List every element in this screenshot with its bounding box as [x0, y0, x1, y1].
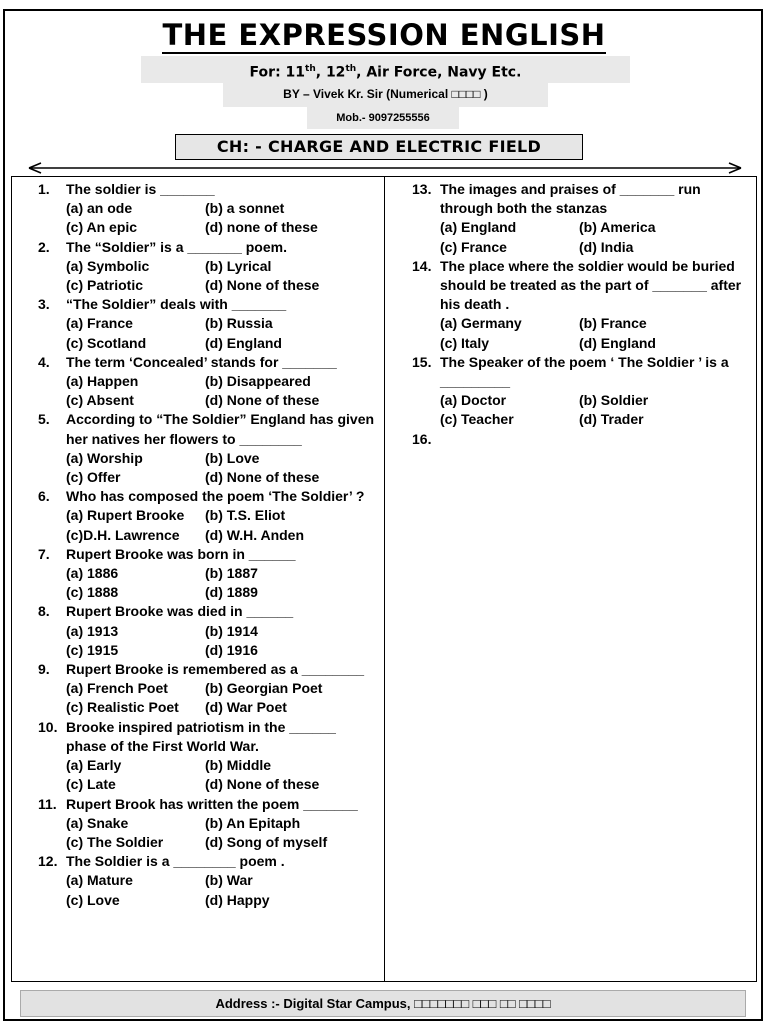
answer-option: (c) An epic — [66, 219, 138, 236]
question-item — [38, 295, 378, 353]
answer-option: (a) England — [440, 219, 517, 236]
question-row — [38, 295, 378, 314]
question-row — [412, 180, 752, 218]
question-row — [38, 602, 378, 621]
option-grid — [66, 756, 378, 794]
question-row — [38, 718, 378, 756]
question-text: The soldier is _______ — [66, 181, 215, 197]
answer-option: (a) an ode — [66, 200, 133, 217]
question-text: The Speaker of the poem ‘ The Soldier ’ is a _________ — [440, 353, 729, 390]
answer-option: (c) France — [440, 238, 507, 255]
answer-option: (b) America — [579, 219, 656, 236]
question-item — [412, 257, 752, 353]
question-number: 16. — [412, 430, 432, 447]
question-row — [38, 353, 378, 372]
answer-option: (a) Happen — [66, 373, 139, 390]
question-number: 8. — [38, 603, 50, 620]
option-grid — [66, 506, 378, 544]
question-item — [38, 353, 378, 411]
option-grid — [66, 372, 378, 410]
answer-option: (d) none of these — [205, 219, 318, 236]
answer-option: (c) 1888 — [66, 584, 119, 601]
question-row — [38, 238, 378, 257]
question-item — [412, 180, 752, 257]
answer-option: (d) None of these — [205, 469, 320, 486]
left-column — [38, 180, 378, 910]
page-title: THE EXPRESSION ENGLISH — [162, 18, 606, 52]
answer-option: (d) India — [579, 238, 634, 255]
question-text: “The Soldier” deals with _______ — [66, 296, 287, 313]
option-grid — [66, 257, 378, 295]
chapter-title: CH: - CHARGE AND ELECTRIC FIELD — [175, 134, 583, 160]
question-item — [38, 660, 378, 718]
answer-option: (d) England — [205, 334, 282, 351]
answer-option: (d) None of these — [205, 776, 320, 793]
answer-option: (a) Symbolic — [66, 257, 150, 274]
question-item — [38, 180, 378, 238]
answer-option: (c) 1915 — [66, 641, 119, 658]
question-row — [412, 257, 752, 315]
question-number: 13. — [412, 181, 432, 197]
question-text: Rupert Brook has written the poem _______ — [66, 795, 358, 812]
option-grid — [66, 564, 378, 602]
question-text: Rupert Brooke was died in ______ — [66, 603, 294, 620]
answer-option: (a) 1886 — [66, 565, 119, 582]
answer-option: (b) War — [205, 872, 253, 889]
answer-option: (c) Scotland — [66, 334, 147, 351]
question-item — [38, 487, 378, 545]
question-text: The place where the soldier would be buried should be treated as the part of _______ after his death . — [440, 257, 742, 313]
answer-option: (b) Love — [205, 449, 260, 466]
question-row — [38, 180, 378, 199]
question-text: Rupert Brooke was born in ______ — [66, 545, 296, 562]
question-number: 1. — [38, 181, 50, 197]
answer-option: (a) 1913 — [66, 622, 119, 639]
option-grid — [66, 314, 378, 352]
option-grid — [66, 199, 378, 237]
question-number: 7. — [38, 545, 50, 562]
option-grid — [66, 622, 378, 660]
question-row — [412, 430, 752, 449]
answer-option: (c) Patriotic — [66, 277, 144, 294]
question-item — [38, 852, 378, 910]
option-grid — [66, 814, 378, 852]
column-divider — [384, 176, 385, 982]
question-item — [412, 430, 752, 449]
question-number: 15. — [412, 353, 432, 370]
question-number: 5. — [38, 411, 50, 428]
question-number: 9. — [38, 661, 50, 678]
question-row — [38, 795, 378, 814]
answer-option: (b) T.S. Eliot — [205, 507, 286, 524]
answer-option: (b) a sonnet — [205, 200, 285, 217]
answer-option: (d) 1889 — [205, 584, 258, 601]
answer-option: (a) Doctor — [440, 392, 507, 409]
question-row — [38, 660, 378, 679]
answer-option: (d) England — [579, 334, 656, 351]
question-item — [38, 602, 378, 660]
question-number: 11. — [38, 795, 57, 812]
answer-option: (c) Realistic Poet — [66, 699, 179, 716]
answer-option: (a) Germany — [440, 315, 522, 332]
answer-option: (d) W.H. Anden — [205, 526, 305, 543]
answer-option: (d) War Poet — [205, 699, 287, 716]
answer-option: (a) Mature — [66, 872, 133, 889]
question-row — [38, 545, 378, 564]
answer-option: (a) Rupert Brooke — [66, 507, 185, 524]
option-grid — [66, 449, 378, 487]
question-number: 6. — [38, 488, 50, 505]
answer-option: (c) Offer — [66, 469, 121, 486]
answer-option: (a) France — [66, 315, 133, 332]
question-item — [412, 353, 752, 430]
question-item — [38, 795, 378, 853]
question-text: Brooke inspired patriotism in the ______ phase of the First World War. — [66, 718, 336, 754]
question-item — [38, 718, 378, 795]
option-grid — [440, 314, 752, 352]
question-number: 3. — [38, 296, 50, 313]
question-number: 2. — [38, 238, 50, 255]
answer-option: (b) Lyrical — [205, 257, 272, 274]
answer-option: (b) 1887 — [205, 565, 258, 582]
answer-option: (d) None of these — [205, 392, 320, 409]
double-arrow-divider — [25, 160, 745, 176]
answer-option: (c)D.H. Lawrence — [66, 526, 180, 543]
question-number: 12. — [38, 853, 58, 870]
audience-line: For: 11th, 12th, Air Force, Navy Etc. — [141, 56, 630, 83]
answer-option: (a) Worship — [66, 449, 143, 466]
question-number: 14. — [412, 257, 432, 274]
answer-option: (b) Soldier — [579, 392, 649, 409]
answer-option: (a) Early — [66, 757, 122, 774]
answer-option: (c) Absent — [66, 392, 134, 409]
answer-option: (d) Trader — [579, 411, 644, 428]
author-line: BY – Vivek Kr. Sir (Numerical □□□□ ) — [223, 82, 548, 107]
question-row — [38, 410, 378, 448]
question-item — [38, 545, 378, 603]
question-text: The Soldier is a ________ poem . — [66, 853, 285, 870]
answer-option: (c) The Soldier — [66, 833, 164, 850]
answer-option: (d) 1916 — [205, 641, 258, 658]
question-row — [412, 353, 752, 391]
answer-option: (a) French Poet — [66, 680, 168, 697]
mobile-number: Mob.- 9097255556 — [307, 107, 459, 129]
answer-option: (b) Russia — [205, 315, 273, 332]
question-number: 10. — [38, 718, 58, 735]
answer-option: (b) France — [579, 315, 647, 332]
question-text — [440, 430, 752, 449]
answer-option: (a) Snake — [66, 814, 129, 831]
answer-option: (b) Georgian Poet — [205, 680, 323, 697]
answer-option: (b) Middle — [205, 757, 272, 774]
option-grid — [66, 871, 378, 909]
answer-option: (b) 1914 — [205, 622, 258, 639]
answer-option: (b) An Epitaph — [205, 814, 301, 831]
right-column — [412, 180, 752, 449]
question-item — [38, 410, 378, 487]
question-text: The term ‘Concealed’ stands for _______ — [66, 353, 337, 370]
question-text: Who has composed the poem ‘The Soldier’ ? — [66, 488, 365, 505]
answer-option: (c) Teacher — [440, 411, 514, 428]
answer-option: (d) Song of myself — [205, 833, 328, 850]
answer-option: (b) Disappeared — [205, 373, 311, 390]
question-text: Rupert Brooke is remembered as a ________ — [66, 661, 365, 678]
option-grid — [66, 679, 378, 717]
question-item — [38, 238, 378, 296]
address-footer: Address :- Digital Star Campus, □□□□□□□ □□□ □□ □□□□ — [20, 990, 746, 1017]
question-text: According to “The Soldier” England has given her natives her flowers to ________ — [66, 411, 375, 447]
answer-option: (d) Happy — [205, 891, 270, 908]
question-row — [38, 487, 378, 506]
option-grid — [440, 391, 752, 429]
answer-option: (d) None of these — [205, 277, 320, 294]
answer-option: (c) Love — [66, 891, 120, 908]
question-text: The images and praises of _______ run through both the stanzas — [440, 181, 701, 217]
answer-option: (c) Italy — [440, 334, 490, 351]
question-number: 4. — [38, 353, 50, 370]
question-row — [38, 852, 378, 871]
question-text: The “Soldier” is a _______ poem. — [66, 238, 287, 255]
answer-option: (c) Late — [66, 776, 116, 793]
option-grid — [440, 218, 752, 256]
